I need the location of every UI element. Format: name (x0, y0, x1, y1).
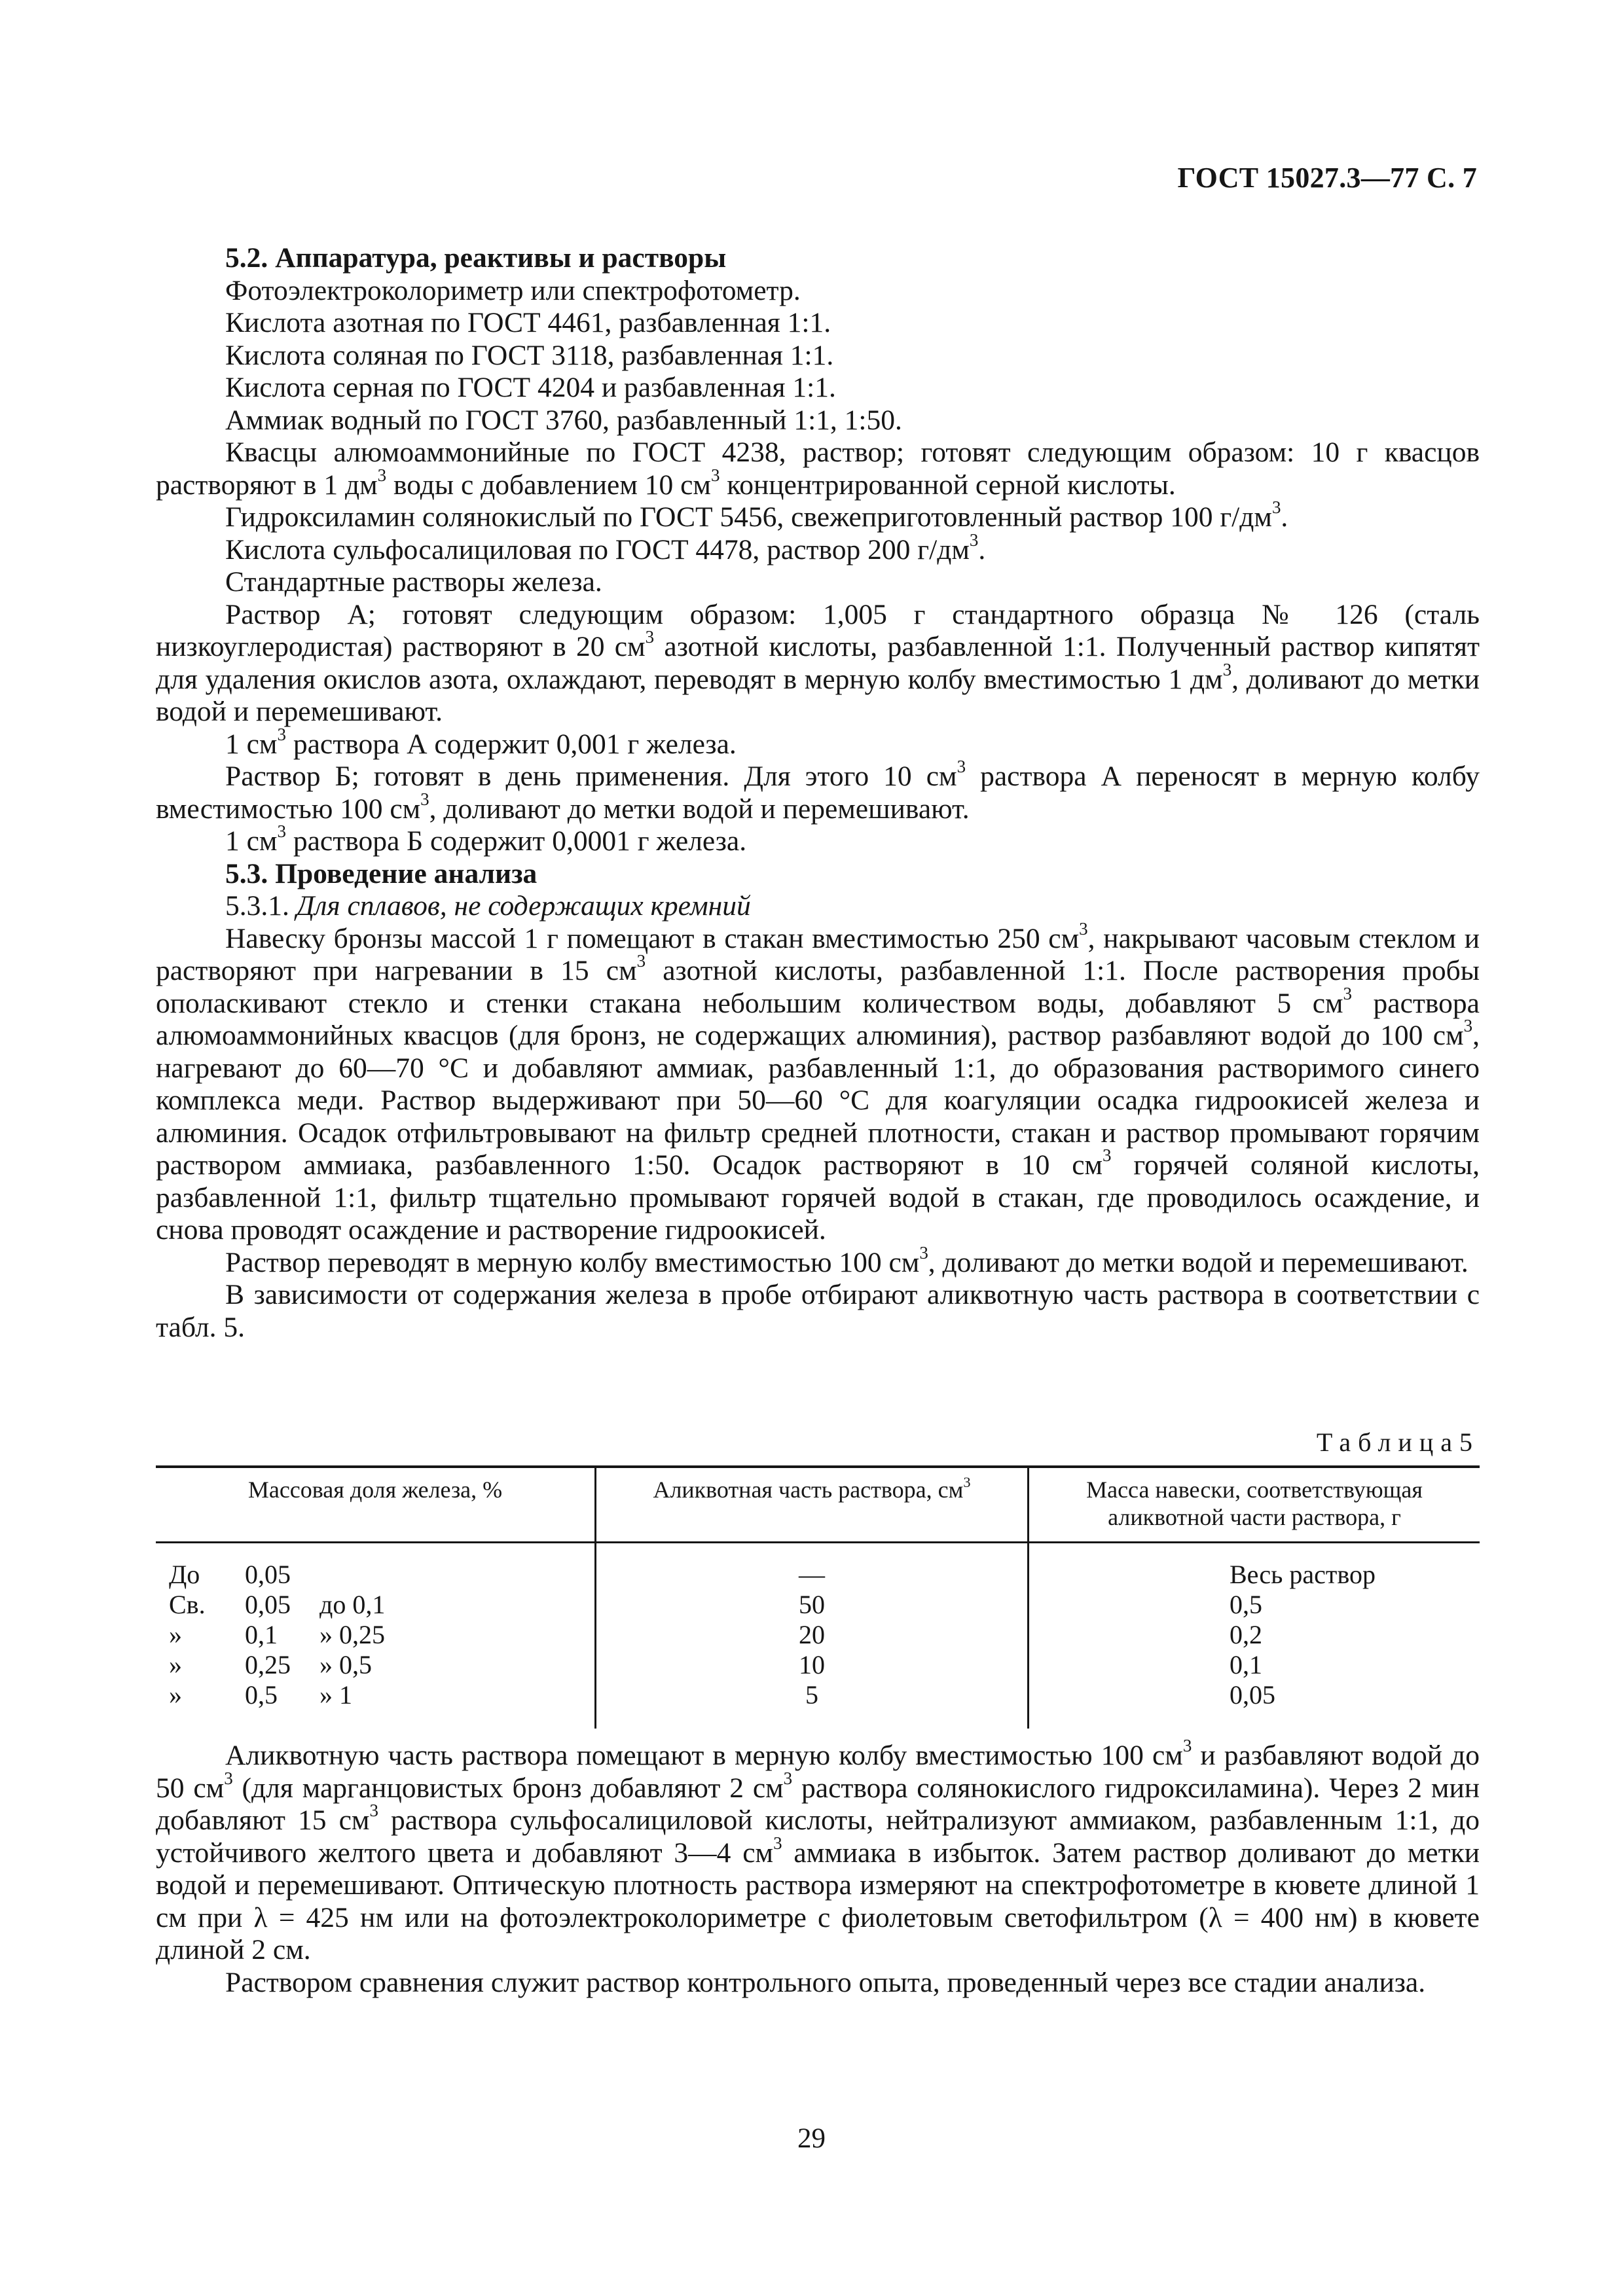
paragraph: Навеску бронзы массой 1 г помещают в стакан вместимостью 250 $см^3$, накрывают часовым стеклом и растворяют при нагревании в 15 $см^3$ азотной кислоты, разбавленной 1:1. После растворения пробы ополаскивают стекло и стенки стакана небольшим количеством воды, добавляют 5 $см^3$ раствора алюмоаммонийных квасцов (для бронз, не содержащих алюминия), раствор разбавляют водой до 100 $см^3$, нагревают до 60—70 °С и добавляют аммиак, разбавленный 1:1, до образования растворимого синего комплекса меди. Раствор выдерживают при 50—60 °С для коагуляции осадка гидроокисей железа и алюминия. Осадок отфильтровывают на фильтр средней плотности, стакан и раствор промывают горячим раствором аммиака, разбавленного 1:50. Осадок растворяют в 10 $см^3$ горячей соляной кислоты, разбавленной 1:1, фильтр тщательно промывают горячей водой в стакан, где проводилось осаждение, и снова проводят осаждение и растворение гидроокисей. (156, 918, 1480, 1246)
section-title-5-3: 5.3. Проведение анализа (225, 857, 538, 889)
table-row: » 0,5 » 1 5 0,05 (169, 1680, 1275, 1710)
table-header-iron-fraction: Массовая доля железа, % (247, 1477, 503, 1503)
post-table-text (156, 1736, 1480, 1999)
table-row: » 0,25 » 0,5 10 0,1 (169, 1650, 1262, 1679)
table-header-sample-mass: Масса навески, соответствующая аликвотной части раствора, г (1086, 1477, 1423, 1530)
paragraph: Гидроксиламин солянокислый по ГОСТ 5456, свежеприготовленный раствор 100 $г/дм^3$. (225, 497, 1288, 533)
paragraph: Раствор переводят в мерную колбу вместимостью 100 $см^3$, доливают до метки водой и перемешивают. (225, 1242, 1468, 1278)
table-header-aliquot: Аликвотная часть раствора, $см^3$ (653, 1473, 971, 1503)
paragraph: Кислота серная по ГОСТ 4204 и разбавленная 1:1. (225, 372, 836, 403)
paragraph: 1 $см^3$ раствора А содержит 0,001 г железа. (225, 724, 737, 760)
paragraph: Раствор Б; готовят в день применения. Для этого 10 $см^3$ раствора А переносят в мерную колбу вместимостью 100 $см^3$, доливают до метки водой и перемешивают. (156, 757, 1480, 825)
section-title-5-2: 5.2. Аппаратура, реактивы и растворы (225, 242, 727, 274)
page-number: 29 (797, 2123, 826, 2154)
paragraph: 1 $см^3$ раствора Б содержит 0,0001 г железа. (225, 821, 747, 857)
paragraph: Квасцы алюмоаммонийные по ГОСТ 4238, раствор; готовят следующим образом: 10 г квасцов растворяют в 1 $дм^3$ воды с добавлением 10 $см^3$ концентрированной серной кислоты. (156, 437, 1480, 501)
paragraph: Аммиак водный по ГОСТ 3760, разбавленный 1:1, 1:50. (225, 404, 902, 436)
paragraph: Кислота азотная по ГОСТ 4461, разбавленная 1:1. (225, 307, 831, 338)
paragraph: Стандартные растворы железа. (225, 566, 602, 598)
paragraph: В зависимости от содержания железа в пробе отбирают аликвотную часть раствора в соответствии с табл. 5. (156, 1279, 1480, 1343)
table-row: Св. 0,05 до 0,1 50 0,5 (169, 1590, 1262, 1619)
paragraph: Кислота сульфосалициловая по ГОСТ 4478, раствор 200 $г/дм^3$. (225, 529, 986, 565)
paragraph: Раствор А; готовят следующим образом: 1,005 г стандартного образца № 126 (сталь низкоуглеродистая) растворяют в 20 $см^3$ азотной кислоты, разбавленной 1:1. Полученный раствор кипятят для удаления окислов азота, охлаждают, переводят в мерную колбу вместимостью 1 $дм^3$, доливают до метки водой и перемешивают. (156, 598, 1480, 727)
table-caption: Таблица5 (1316, 1427, 1480, 1457)
page-header: ГОСТ 15027.3—77 С. 7 (1177, 162, 1477, 194)
table-top-rule (156, 1465, 1480, 1468)
table-row: » 0,1 » 0,25 20 0,2 (169, 1620, 1262, 1649)
paragraph: Кислота соляная по ГОСТ 3118, разбавленная 1:1. (225, 339, 834, 371)
table-row: До 0,05 — Весь раствор (169, 1560, 1376, 1589)
paragraph: Аликвотную часть раствора помещают в мерную колбу вместимостью 100 $см^3$ и разбавляют водой до 50 $см^3$ (для марганцовистых бронз добавляют 2 $см^3$ раствора солянокислого гидроксиламина). Через 2 мин добавляют 15 $см^3$ раствора сульфосалициловой кислоты, нейтрализуют аммиаком, разбавленным 1:1, до устойчивого желтого цвета и добавляют 3—4 $см^3$ аммиака в избыток. Затем раствор доливают до метки водой и перемешивают. Оптическую плотность раствора измеряют на спектрофотометре в кювете длиной 1 см при λ = 425 нм или на фотоэлектроколориметре с фиолетовым светофильтром (λ = 400 нм) в кювете длиной 2 см. (156, 1736, 1480, 1965)
paragraph: Раствором сравнения служит раствор контрольного опыта, проведенный через все стадии анализа. (225, 1966, 1426, 1998)
paragraph: Фотоэлектроколориметр или спектрофотометр. (225, 274, 801, 306)
section-5-2-text (156, 242, 1480, 1344)
table-header-rule (156, 1541, 1480, 1543)
subsection-title-5-3-1: 5.3.1. Для сплавов, не содержащих кремний (225, 890, 751, 922)
